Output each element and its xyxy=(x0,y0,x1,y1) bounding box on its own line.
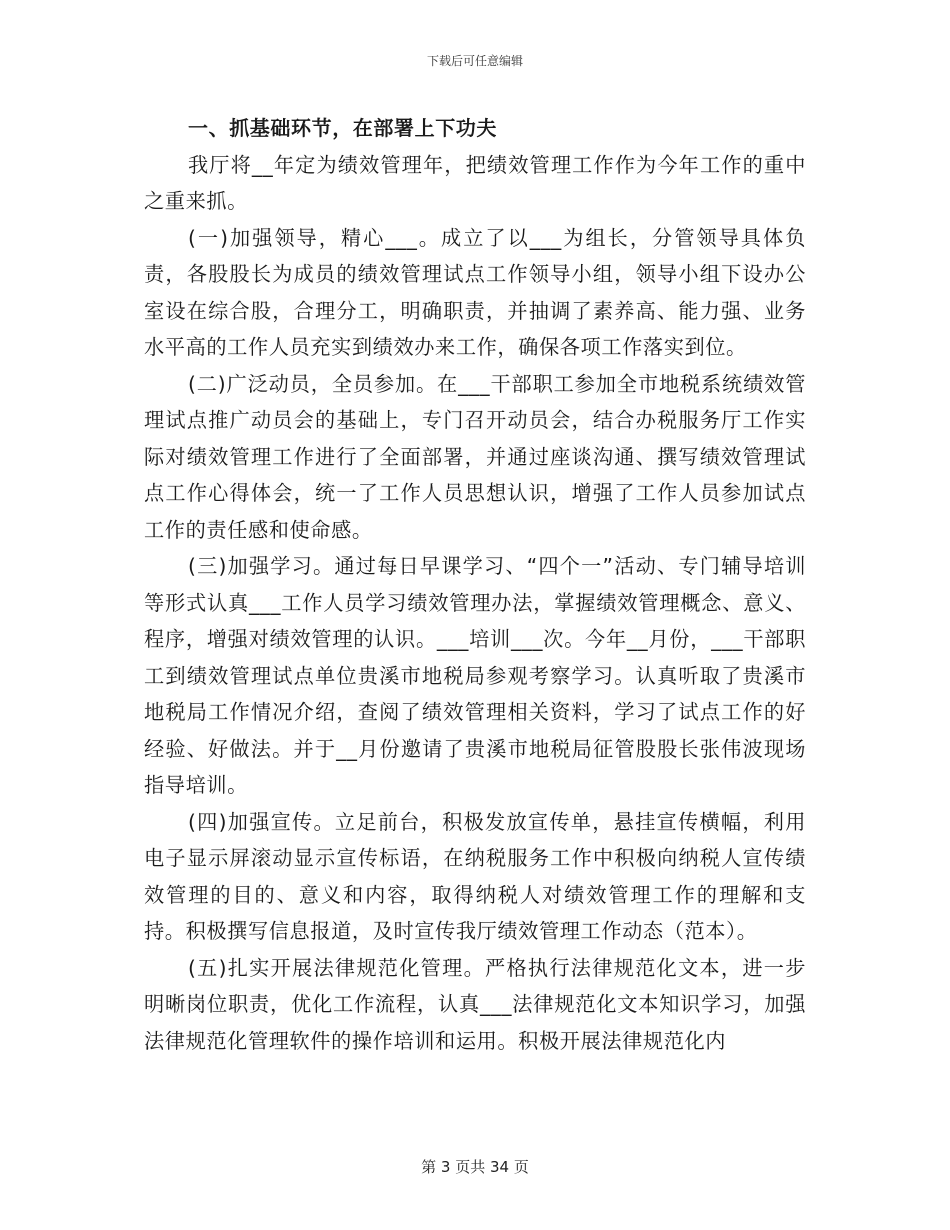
paragraph-leadership: (一)加强领导，精心___。成立了以___为组长，分管领导具体负责，各股股长为成员的绩效管理试点工作领导小组，领导小组下设办公室设在综合股，合理分工，明确职责，并抽调了素养高、能力强、业务水平高的工作人员充实到绩效办来工作，确保各项工作落实到位。 xyxy=(144,225,806,359)
paragraph-study: (三)加强学习。通过每日早课学习、“四个一”活动、专门辅导培训等形式认真___工作人员学习绩效管理办法，掌握绩效管理概念、意义、程序，增强对绩效管理的认识。___培训___次。今年__月份，___干部职工到绩效管理试点单位贵溪市地税局参观考察学习。认真听取了贵溪市地税局工作情况介绍，查阅了绩效管理相关资料，学习了试点工作的好经验、好做法。并于__月份邀请了贵溪市地税局征管股股长张伟波现场指导培训。 xyxy=(144,554,806,797)
page-header: 下载后可任意编辑 xyxy=(426,54,523,68)
paragraph-intro: 我厅将__年定为绩效管理年，把绩效管理工作作为今年工作的重中之重来抓。 xyxy=(144,152,806,213)
paragraph-legal-management: (五)扎实开展法律规范化管理。严格执行法律规范化文本，进一步明晰岗位职责，优化工作流程，认真___法律规范化文本知识学习，加强法律规范化管理软件的操作培训和运用。积极开展法律规范化内 xyxy=(144,955,806,1053)
paragraph-mobilization: (二)广泛动员，全员参加。在___干部职工参加全市地税系统绩效管理试点推广动员会的基础上，专门召开动员会，结合办税服务厅工作实际对绩效管理工作进行了全面部署，并通过座谈沟通、撰写绩效管理试点工作心得体会，统一了工作人员思想认识，增强了工作人员参加试点工作的责任感和使命感。 xyxy=(144,371,806,542)
document-body xyxy=(144,110,806,1059)
paragraph-publicity: (四)加强宣传。立足前台，积极发放宣传单，悬挂宣传横幅，利用电子显示屏滚动显示宣传标语，在纳税服务工作中积极向纳税人宣传绩效管理的目的、意义和内容，取得纳税人对绩效管理工作的理解和支持。积极撰写信息报道，及时宣传我厅绩效管理工作动态（范本）。 xyxy=(144,809,806,943)
page-number: 第 3 页共 34 页 xyxy=(421,1158,529,1176)
section-heading: 一、抓基础环节，在部署上下功夫 xyxy=(188,116,497,140)
